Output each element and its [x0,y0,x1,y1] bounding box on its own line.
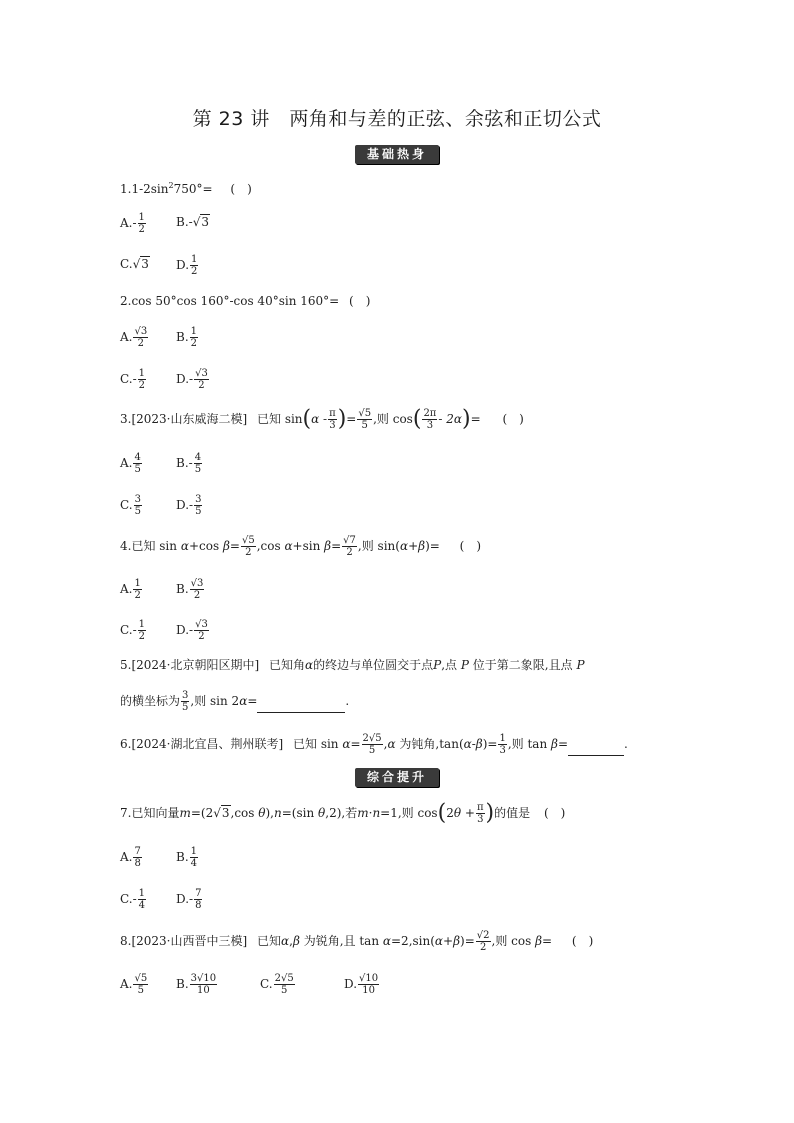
q4-option-d[interactable]: D.- $\frac{√3}{2}$ [176,619,208,642]
q5-answer-blank[interactable] [257,692,345,713]
q4-option-b[interactable]: B. $\frac{√3}{2}$ [176,578,204,601]
question-1: $1.1-2\sin^2750^\circ=$ ( ) [120,181,252,196]
q6-answer-blank[interactable] [568,735,624,756]
q1-option-d[interactable]: D. $\frac{1}{2}$ [176,254,198,277]
q7-option-c[interactable]: C.- $\frac{1}{4}$ [120,888,145,911]
question-2: 2.cos 50°cos 160°-cos 40°sin 160°= ( ) [120,294,371,308]
q3-option-b[interactable]: B.- $\frac{4}{5}$ [176,452,202,475]
q2-option-b[interactable]: B. $\frac{1}{2}$ [176,326,198,349]
answer-paren: ( ) [349,294,371,308]
q2-option-a[interactable]: A. $\frac{√3}{2}$ [120,326,148,349]
answer-paren: ( ) [571,934,594,948]
q1-option-b[interactable]: B.-√3 [176,215,209,229]
q2-option-d[interactable]: D.- $\frac{√3}{2}$ [176,368,208,391]
answer-paren: ( ) [230,182,252,196]
q1-option-a[interactable]: A.- $\frac{1}{2}$ [120,212,145,235]
q8-option-a[interactable]: A. $\frac{√5}{5}$ [120,973,148,996]
q4-option-a[interactable]: A. $\frac{1}{2}$ [120,578,141,601]
q3-option-c[interactable]: C. $\frac{3}{5}$ [120,494,141,517]
question-8: 8.[2023·山西晋中三模] 已知α,β 为锐角,且 tan α=2,sin(α+β)= $\frac{√2}{2}$ ,则 cos β= ( ) [120,930,594,953]
q8-option-c[interactable]: C. $\frac{2√5}{5}$ [260,973,294,996]
question-7: 7.已知向量m=(2√3,cos θ),n=(sin θ,2),若m·n=1,则 cos(2θ + $\frac{\pi}{3}$ )的值是 ( ) [120,800,566,826]
q7-option-a[interactable]: A. $\frac{7}{8}$ [120,846,141,869]
q1-option-c[interactable]: C.√3 [120,257,149,271]
q3-option-d[interactable]: D.- $\frac{3}{5}$ [176,494,202,517]
q3-option-a[interactable]: A. $\frac{4}{5}$ [120,452,141,475]
answer-paren: ( ) [543,806,566,820]
question-6: 6.[2024·湖北宜昌、荆州联考] 已知 sin α= $\frac{2√5}{5}$ ,α 为钝角,tan(α-β)= $\frac{1}{3}$ ,则 tan β= . [120,733,628,756]
answer-paren: ( ) [502,412,524,426]
question-4: 4.已知 sin α+cos β= $\frac{√5}{2}$ ,cos α+sin β= $\frac{√7}{2}$ ,则 sin(α+β)= ( ) [120,535,482,558]
q7-option-b[interactable]: B. $\frac{1}{4}$ [176,846,198,869]
q7-option-d[interactable]: D.- $\frac{7}{8}$ [176,888,202,911]
q4-option-c[interactable]: C.- $\frac{1}{2}$ [120,619,145,642]
page-title: 第 23 讲 两角和与差的正弦、余弦和正切公式 [192,108,602,130]
section-badge-advanced: 综合提升 [355,768,439,787]
question-5-line-2: 的横坐标为 $\frac{3}{5}$ ,则 sin 2α= . [120,690,350,713]
q8-option-b[interactable]: B. $\frac{3√10}{10}$ [176,973,217,996]
answer-paren: ( ) [459,539,482,553]
question-5: 5.[2024·北京朝阳区期中] 已知角α的终边与单位圆交于点P,点 P 位于第二象限,且点 P [120,658,585,672]
section-badge-basic: 基础热身 [355,145,439,164]
q8-option-d[interactable]: D. $\frac{√10}{10}$ [344,973,379,996]
q2-option-c[interactable]: C.- $\frac{1}{2}$ [120,368,145,391]
question-3: 3.[2023·山东威海二模] 已知 sin(α - $\frac{\pi}{3}$ )= $\frac{√5}{5}$ ,则 cos( $\frac{2\pi}{3}$ - 2α)= ( ) [120,406,524,432]
